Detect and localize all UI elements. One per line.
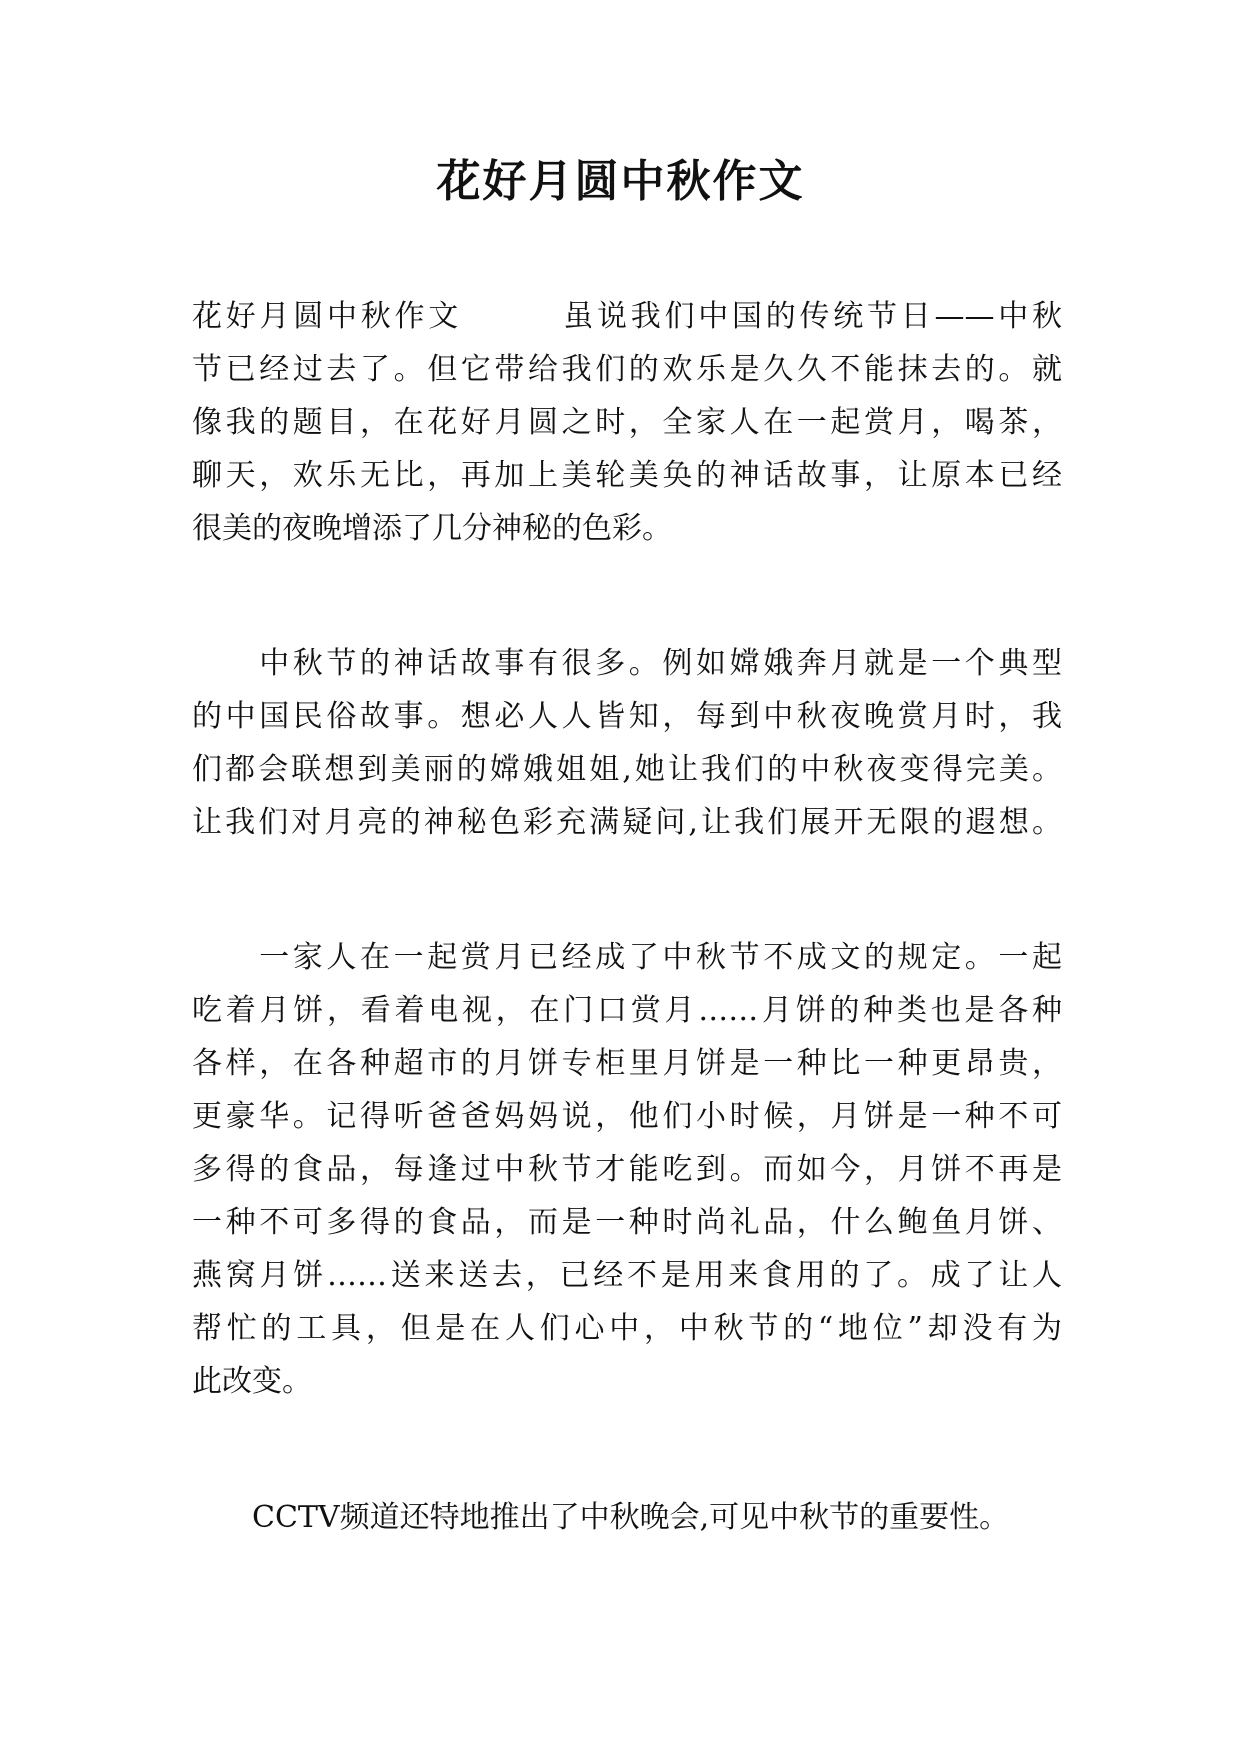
text-line: 让我们对月亮的神秘色彩充满疑问,让我们展开无限的遐想。 [192,805,1062,840]
text-line: 很美的夜晚增添了几分神秘的色彩。 [192,511,672,546]
document-title: 花好月圆中秋作文 [436,156,805,207]
text-line: 花好月圆中秋作文 虽说我们中国的传统节日——中秋 [192,299,1062,334]
text-line: CCTV频道还特地推出了中秋晚会,可见中秋节的重要性。 [192,1500,1010,1535]
text-line: 一种不可多得的食品，而是一种时尚礼品，什么鲍鱼月饼、 [192,1205,1062,1240]
text-line: 像我的题目，在花好月圆之时，全家人在一起赏月，喝茶， [192,405,1062,440]
text-line: 此改变。 [192,1364,312,1399]
text-line: 帮忙的工具，但是在人们心中，中秋节的“地位”却没有为 [192,1311,1062,1346]
text-line: 一家人在一起赏月已经成了中秋节不成文的规定。一起 [192,940,1062,975]
text-line: 们都会联想到美丽的嫦娥姐姐,她让我们的中秋夜变得完美。 [192,752,1062,787]
text-line: 多得的食品，每逢过中秋节才能吃到。而如今，月饼不再是 [192,1152,1062,1187]
text-line: 吃着月饼，看着电视，在门口赏月……月饼的种类也是各种 [192,993,1062,1028]
text-line: 节已经过去了。但它带给我们的欢乐是久久不能抹去的。就 [192,352,1062,387]
text-line: 燕窝月饼……送来送去，已经不是用来食用的了。成了让人 [192,1258,1062,1293]
text-line: 各样，在各种超市的月饼专柜里月饼是一种比一种更昂贵， [192,1046,1062,1081]
text-line: 中秋节的神话故事有很多。例如嫦娥奔月就是一个典型 [192,646,1062,681]
text-line: 聊天，欢乐无比，再加上美轮美奂的神话故事，让原本已经 [192,458,1062,493]
text-line: 的中国民俗故事。想必人人皆知，每到中秋夜晚赏月时，我 [192,699,1062,734]
text-line: 更豪华。记得听爸爸妈妈说，他们小时候，月饼是一种不可 [192,1099,1062,1134]
